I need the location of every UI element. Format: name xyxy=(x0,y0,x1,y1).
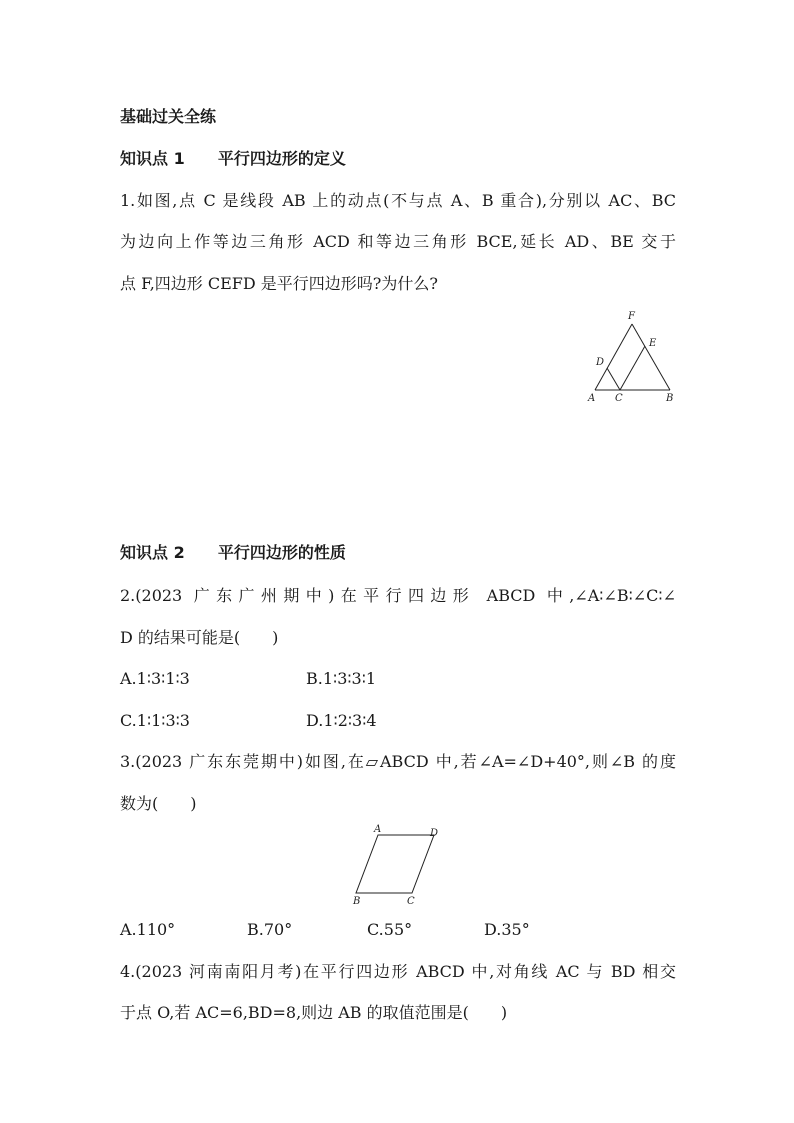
segment-ce xyxy=(620,346,645,390)
question-2-option-b: B.1∶3∶3∶1 xyxy=(306,669,377,688)
parallelogram-abcd xyxy=(356,835,434,893)
section-title: 基础过关全练 xyxy=(120,107,217,126)
label-f: F xyxy=(628,311,635,322)
question-2-option-d: D.1∶2∶3∶4 xyxy=(306,711,377,730)
knowledge-point-2-title: 平行四边形的性质 xyxy=(217,543,346,562)
label-d: D xyxy=(430,828,439,839)
question-2-option-c: C.1∶1∶3∶3 xyxy=(120,711,190,730)
question-3-option-a: A.110° xyxy=(120,920,176,939)
segment-cd xyxy=(607,368,620,390)
label-a: A xyxy=(588,393,596,404)
question-3-option-b: B.70° xyxy=(247,920,293,939)
label-d: D xyxy=(596,357,605,368)
question-3-figure xyxy=(346,822,450,910)
knowledge-point-1-label: 知识点 1 xyxy=(120,149,185,168)
knowledge-point-2 xyxy=(120,543,346,563)
segment-bf xyxy=(632,324,670,390)
label-c: C xyxy=(615,393,623,404)
question-2-line-1: 2.(2023 广东广州期中)在平行四边形 ABCD 中,∠A∶∠B∶∠C∶∠ xyxy=(120,586,676,605)
question-4-line-2: 于点 O,若 AC=6,BD=8,则边 AB 的取值范围是( ) xyxy=(120,1003,508,1022)
question-1-figure xyxy=(584,308,684,404)
question-4-line-1: 4.(2023 河南南阳月考)在平行四边形 ABCD 中,对角线 AC 与 BD 相交 xyxy=(120,962,676,981)
question-1-line-1: 1.如图,点 C 是线段 AB 上的动点(不与点 A、B 重合),分别以 AC、BC xyxy=(120,191,676,210)
knowledge-point-1-title: 平行四边形的定义 xyxy=(217,149,346,168)
question-2-option-a: A.1∶3∶1∶3 xyxy=(120,669,190,688)
question-3-line-1: 3.(2023 广东东莞期中)如图,在▱ABCD 中,若∠A=∠D+40°,则∠B 的度 xyxy=(120,752,676,771)
label-e: E xyxy=(649,338,657,349)
question-1-line-2: 为边向上作等边三角形 ACD 和等边三角形 BCE,延长 AD、BE 交于 xyxy=(120,232,676,251)
label-c: C xyxy=(407,896,415,907)
question-1-line-3: 点 F,四边形 CEFD 是平行四边形吗?为什么? xyxy=(120,274,438,293)
label-b: B xyxy=(353,896,361,907)
label-a: A xyxy=(374,824,382,835)
label-b: B xyxy=(666,393,674,404)
question-3-option-d: D.35° xyxy=(484,920,530,939)
knowledge-point-2-label: 知识点 2 xyxy=(120,543,185,562)
question-2-line-2: D 的结果可能是( ) xyxy=(120,628,279,647)
question-3-option-c: C.55° xyxy=(367,920,413,939)
knowledge-point-1 xyxy=(120,149,346,169)
question-3-line-2: 数为( ) xyxy=(120,794,197,813)
